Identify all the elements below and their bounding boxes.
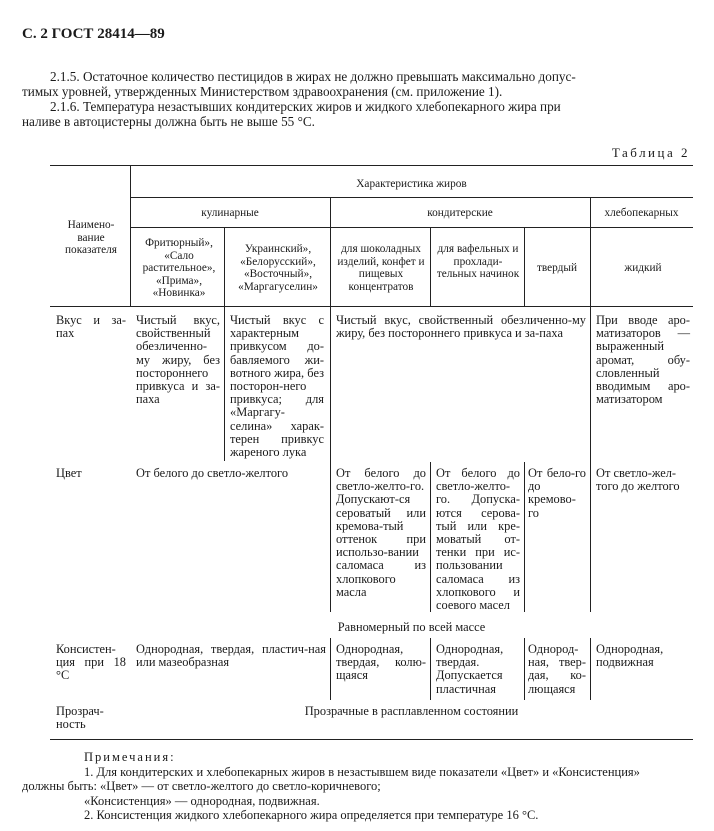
row-label-transparency: Прозрач-ность (56, 704, 104, 732)
body-divider-c1 (224, 306, 225, 461)
row-label-consistency: Консистен-ция при 18 °С (56, 642, 126, 683)
subgroup-confectionery: кондитерские (427, 207, 493, 219)
color-col3: От белого до светло-желто-го. Допускают-ся сероватый или кремова-тый оттенок при использо-вании саломаса из хлопкового масла (336, 466, 426, 599)
taste-col1: Чистый вкус, свойственный обезличенно-му жиру, без постороннего привкуса и за-паха (136, 313, 220, 407)
paragraph-2-1-5-line1: 2.1.5. Остаточное количество пестицидов в жирах не должно превышать максимально допус- (50, 69, 576, 84)
column-header-3: для шоколадных изделий, конфет и пищевых концентратов (337, 243, 425, 293)
paragraph-2-1-5 (22, 69, 692, 99)
header-divider-c4 (524, 227, 525, 307)
body-divider-c3 (430, 462, 431, 612)
body-divider-cons-c2 (330, 638, 331, 700)
group-header: Характеристика жиров (356, 178, 467, 190)
body-divider-cons-c4 (524, 638, 525, 700)
column-header-5: твердый (536, 262, 578, 274)
note-1-line3: «Консистенция» — однородная, подвижная. (84, 793, 320, 808)
body-divider-c2 (330, 306, 331, 612)
header-divider-c1 (224, 227, 225, 307)
transparency-value: Прозрачные в расплавленном состоянии (304, 704, 519, 718)
column-header-2: Украинский», «Белорусский», «Восточный», «Маргагуселин» (238, 243, 318, 293)
header-bottom-rule (50, 306, 693, 307)
body-divider-cons-c3 (430, 638, 431, 700)
table-caption: Таблица 2 (611, 145, 690, 160)
header-divider-c3 (430, 227, 431, 307)
taste-col2: Чистый вкус с характерным привкусом до-бавляемого жи-вотного жира, без посторон-него привкуса; для «Маргагу-селина» харак-терен привкус жареного лука (230, 313, 324, 460)
notes-title: Примечания: (84, 750, 176, 764)
paragraph-2-1-6-line2: наливе в автоцистерны должна быть не выше 55 °С. (22, 114, 315, 129)
subgroup-culinary: кулинарные (201, 207, 259, 219)
paragraph-2-1-5-line2: тимых уровней, утвержденных Министерством здравоохранения (см. приложение 1). (22, 84, 503, 99)
color-col4: От белого до светло-желто-го. Допуска-ются серова-тый или кре-моватый от-тенки при ис-пользовании саломаса из хлопкового и соевого масел (436, 466, 520, 613)
column-header-4: для вафельных и прохлади-тельных начинок (436, 243, 520, 280)
notes (22, 750, 692, 823)
taste-col6: При вводе аро-матизаторов — выраженный аромат, обу-словленный вводимым аро-матизатором (596, 313, 690, 407)
row-label-color: Цвет (56, 466, 82, 480)
color-col5: От бело-го до кремово-го (528, 466, 586, 520)
consistency-col6: Однородная, подвижная (596, 642, 664, 670)
paragraph-2-1-6-line1: 2.1.6. Температура незастывших кондитерских жиров и жидкого хлебопекарного жира при (50, 99, 561, 114)
header-rule-2 (130, 227, 693, 228)
subgroup-bakery: хлебопекарных (604, 207, 679, 219)
taste-col3-5: Чистый вкус, свойственный обезличенно-му жиру, без постороннего привкуса и за-паха (336, 313, 586, 341)
body-divider-c5 (590, 306, 591, 612)
color-col1-2: От белого до светло-желтого (136, 466, 289, 480)
color-col6: От светло-жел-того до желтого (596, 466, 680, 494)
note-2: 2. Консистенция жидкого хлебопекарного жира определяется при температуре 16 °С. (84, 808, 539, 822)
body-divider-c4 (524, 462, 525, 612)
header-rule-1 (130, 197, 693, 198)
table-bottom-rule (50, 739, 693, 740)
consistency-col1-2: Однородная, твердая, пластич-ная или мазеобразная (136, 642, 326, 670)
page-header: С. 2 ГОСТ 28414—89 (22, 26, 165, 42)
body-divider-cons-c5 (590, 638, 591, 700)
color-span-note: Равномерный по всей массе (337, 620, 486, 634)
column-header-1: Фритюрный», «Сало растительное», «Прима», «Новинка» (142, 237, 216, 299)
paragraph-2-1-6 (22, 99, 692, 129)
consistency-col3: Однородная, твердая, колю-щаяся (336, 642, 426, 683)
note-1-line1: 1. Для кондитерских и хлебопекарных жиров в незастывшем виде показатели «Цвет» и «Консистенция» (84, 764, 640, 779)
consistency-col5: Однород-ная, твер-дая, ко-лющаяся (528, 642, 586, 696)
column-header-6: жидкий (624, 262, 662, 274)
indicator-column-header: Наимено-вание показателя (65, 219, 117, 256)
note-1-line2: должны быть: «Цвет» — от светло-желтого до светло-коричневого; (22, 779, 381, 793)
table-top-rule (50, 165, 693, 166)
consistency-col4: Однородная, твердая. Допускается пластичная (436, 642, 504, 696)
row-label-taste: Вкус и за-пах (56, 313, 126, 341)
